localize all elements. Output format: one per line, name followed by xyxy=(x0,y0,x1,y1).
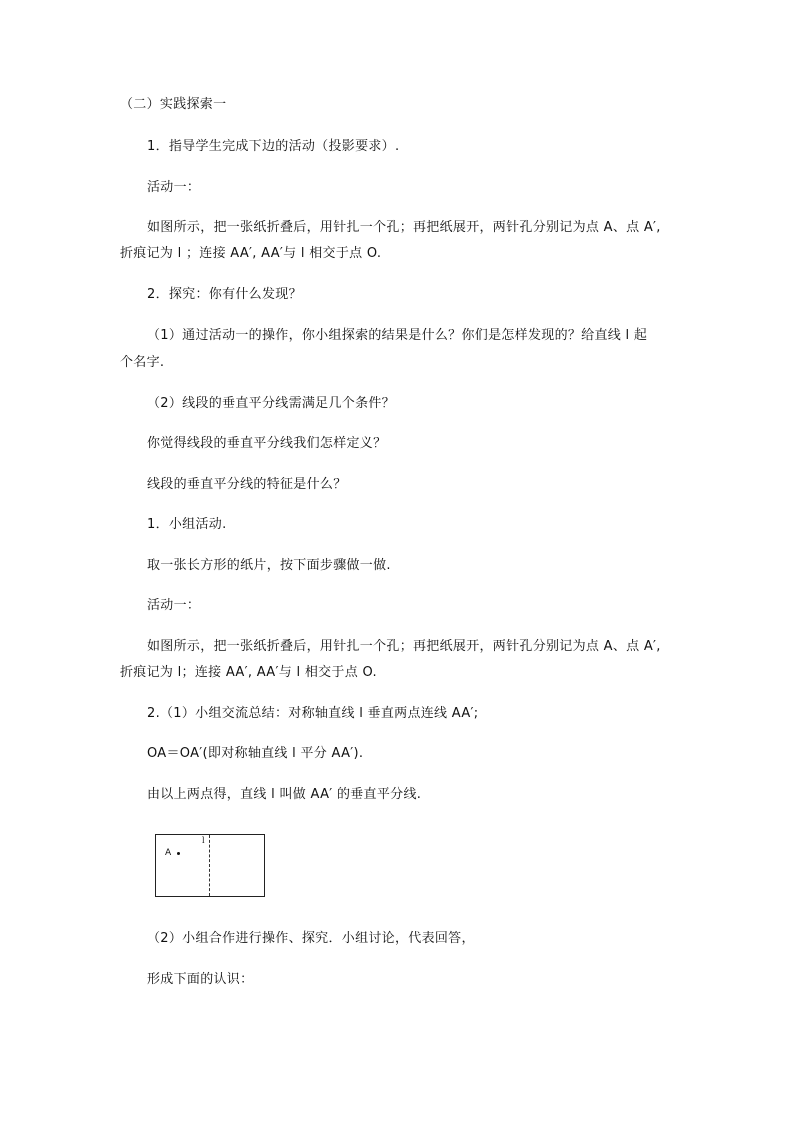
paragraph: 如图所示，把一张纸折叠后，用针扎一个孔；再把纸展开，两针孔分别记为点 A、点 A′, xyxy=(147,220,661,235)
paragraph: （1）通过活动一的操作，你小组探索的结果是什么？你们是怎样发现的？给直线 l 起 xyxy=(147,328,648,343)
point-a-label: A xyxy=(165,848,172,858)
paragraph: 活动一： xyxy=(147,598,201,613)
paragraph: 1．小组活动. xyxy=(147,517,227,532)
fold-line-label: l xyxy=(202,836,205,845)
paragraph: 1．指导学生完成下边的活动（投影要求）. xyxy=(147,139,400,154)
paragraph: 你觉得线段的垂直平分线我们怎样定义？ xyxy=(147,436,387,451)
paragraph: （2）线段的垂直平分线需满足几个条件？ xyxy=(147,396,395,411)
paragraph: 个名字. xyxy=(120,355,165,370)
paragraph: 折痕记为 l；连接 AA′, AA′与 l 相交于点 O. xyxy=(120,665,377,680)
paragraph: 2．探究：你有什么发现？ xyxy=(147,287,302,302)
paragraph: 活动一： xyxy=(147,180,201,195)
fold-line xyxy=(209,835,210,896)
paragraph: 由以上两点得，直线 l 叫做 AA′ 的垂直平分线. xyxy=(147,787,422,802)
paragraph: 折痕记为 l ；连接 AA′, AA′与 l 相交于点 O. xyxy=(120,246,382,261)
folded-paper-figure xyxy=(155,834,265,897)
paragraph: OA＝OA′(即对称轴直线 l 平分 AA′). xyxy=(147,746,364,761)
point-a-dot xyxy=(177,852,180,855)
paragraph: 线段的垂直平分线的特征是什么？ xyxy=(147,477,347,492)
paragraph: （2）小组合作进行操作、探究．小组讨论，代表回答， xyxy=(147,931,475,946)
paragraph: 2.（1）小组交流总结：对称轴直线 l 垂直两点连线 AA′; xyxy=(147,706,479,721)
paragraph: 形成下面的认识： xyxy=(147,972,254,987)
paragraph: 取一张长方形的纸片，按下面步骤做一做. xyxy=(147,558,391,573)
section-heading: （二）实践探索一 xyxy=(120,97,227,112)
paragraph: 如图所示，把一张纸折叠后，用针扎一个孔；再把纸展开，两针孔分别记为点 A、点 A′, xyxy=(147,639,661,654)
